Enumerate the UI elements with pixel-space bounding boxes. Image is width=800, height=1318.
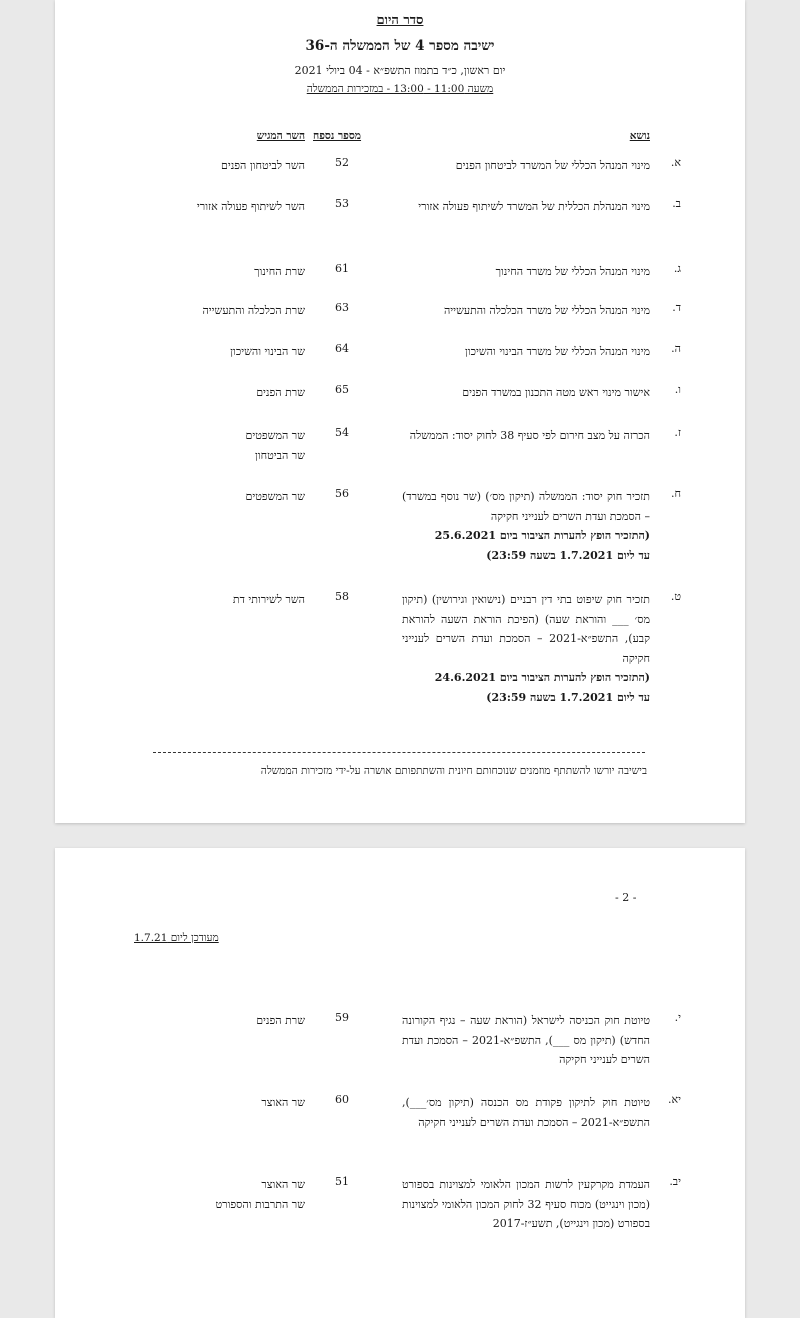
item-appendix-number: 59 [335, 1011, 349, 1024]
updated-date: מעודכן ליום 1.7.21 [134, 932, 219, 944]
item-subject [402, 1093, 650, 1132]
item-subject-text: טיוטת חוק לתיקון פקודת מס הכנסה (תיקון מס׳___), התשפ״א-2021 – הסמכת ועדת השרים לענייני חקיקה [402, 1096, 650, 1129]
minister-name: שרת הפנים [256, 386, 305, 399]
minister-name: שר הביטחון [255, 448, 305, 462]
meeting-subtitle: ישיבה מספר 4 של הממשלה ה-36 [305, 38, 495, 54]
item-letter: ג. [673, 262, 681, 275]
item-letter: ה. [671, 342, 681, 355]
item-minister [105, 590, 305, 610]
item-minister [105, 197, 305, 217]
item-subject-text: מינוי המנהל הכללי של המשרד לביטחון הפנים [455, 159, 650, 172]
item-letter: ו. [674, 383, 681, 396]
item-minister [105, 1175, 305, 1214]
item-minister [105, 383, 305, 403]
item-subject [402, 426, 650, 446]
minister-name: שרת הכלכלה והתעשייה [202, 304, 305, 317]
item-minister [105, 487, 305, 507]
divider [153, 752, 645, 753]
item-subject-text: העמדת מקרקעין לרשות המכון הלאומי למצוינות בספורט (מכון וינגייט) מכוח סעיף 32 לחוק המכון הלאומי למצוינות בספורט (מכון וינגייט), תשע״ז-2017 [402, 1178, 650, 1230]
item-letter: יב. [669, 1175, 681, 1188]
item-subject [402, 156, 650, 176]
minister-name: שר המשפטים [245, 490, 305, 503]
item-circulation-note: עד ליום 1.7.2021 בשעה 23:59) [486, 690, 650, 704]
item-letter: י. [674, 1011, 681, 1024]
item-letter: ד. [672, 301, 681, 314]
item-subject [402, 1011, 650, 1070]
item-subject [402, 262, 650, 282]
header-number: מספר נספח [313, 130, 362, 142]
meeting-date: יום ראשון, כ״ד בתמוז התשפ״א - 04 ביולי 2021 [294, 64, 506, 77]
item-appendix-number: 54 [335, 426, 349, 439]
item-appendix-number: 60 [335, 1093, 349, 1106]
item-circulation-note: עד ליום 1.7.2021 בשעה 23:59) [486, 548, 650, 562]
item-letter: יא. [668, 1093, 681, 1106]
item-letter: ז. [674, 426, 681, 439]
minister-name: שרת החינוך [254, 265, 305, 278]
item-subject [402, 197, 650, 217]
attendance-note: בישיבה יורשו להשתתף מוזמנים שנוכחותם חיונית והשתתפותם אושרה על-ידי מזכירות הממשלה [260, 765, 647, 777]
minister-name: שר האוצר [261, 1096, 305, 1109]
item-appendix-number: 65 [335, 383, 349, 396]
item-minister [105, 426, 305, 465]
item-appendix-number: 53 [335, 197, 349, 210]
item-subject-text: מינוי המנהלת הכללית של המשרד לשיתוף פעולה אזורי [418, 200, 650, 213]
item-letter: ט. [670, 590, 681, 603]
item-minister [105, 1093, 305, 1113]
item-subject [402, 301, 650, 321]
item-subject [402, 590, 650, 707]
item-minister [105, 342, 305, 362]
item-circulation-note: (התזכיר הופץ להערות הציבור ביום 24.6.2021 [434, 671, 650, 684]
item-subject-text: תזכיר חוק שיפוט בתי דין רבניים (נישואין וגירושין) (תיקון מס׳ ___ והוראת שעה) (הפיכת הוראת השעה להוראת קבע), התשפ״א-2021 – הסמכת ועדת השרים לענייני חקיקה [402, 593, 650, 665]
item-appendix-number: 58 [335, 590, 349, 603]
agenda-title: סדר היום [376, 13, 424, 28]
item-minister [105, 156, 305, 176]
item-subject-text: תזכיר חוק יסוד: הממשלה (תיקון מס׳) (שר נוסף במשרד) – הסמכת ועדת השרים לענייני חקיקה [402, 490, 650, 523]
item-subject [402, 487, 650, 565]
minister-name: השר לביטחון הפנים [220, 159, 305, 172]
item-minister [105, 262, 305, 282]
minister-name: שר התרבות והספורט [215, 1197, 305, 1211]
item-subject [402, 1175, 650, 1234]
item-appendix-number: 52 [335, 156, 349, 169]
item-subject-text: מינוי המנהל הכללי של משרד הבינוי והשיכון [465, 345, 650, 358]
item-letter: ב. [672, 197, 681, 210]
minister-name: שרת הפנים [256, 1014, 305, 1027]
item-appendix-number: 61 [335, 262, 349, 275]
minister-name: השר לשיתוף פעולה אזורי [196, 200, 305, 213]
item-subject-text: הכרזה על מצב חירום לפי סעיף 38 לחוק יסוד: הממשלה [409, 429, 650, 442]
minister-name: השר לשירותי דת [232, 593, 305, 606]
agenda-page-2 [55, 848, 745, 1318]
page-number: - 2 - [615, 891, 637, 904]
item-minister [105, 1011, 305, 1031]
item-subject [402, 383, 650, 403]
item-letter: א. [670, 156, 681, 169]
item-subject-text: מינוי המנהל הכללי של משרד החינוך [495, 265, 650, 278]
item-appendix-number: 64 [335, 342, 349, 355]
item-subject-text: טיוטת חוק הכניסה לישראל (הוראת שעה – נגיף הקורונה החדש) (תיקון מס ___), התשפ״א-2021 – הסמכת ועדת השרים לענייני חקיקה [402, 1014, 650, 1066]
minister-name: שר המשפטים [245, 429, 305, 442]
item-subject [402, 342, 650, 362]
minister-name: שר הבינוי והשיכון [230, 345, 305, 358]
item-circulation-note: (התזכיר הופץ להערות הציבור ביום 25.6.2021 [434, 529, 650, 542]
header-minister: השר המגיש [256, 130, 305, 142]
item-subject-text: מינוי המנהל הכללי של משרד הכלכלה והתעשייה [443, 304, 650, 317]
agenda-page-1 [55, 0, 745, 823]
item-appendix-number: 63 [335, 301, 349, 314]
minister-name: שר האוצר [261, 1178, 305, 1191]
item-appendix-number: 56 [335, 487, 349, 500]
header-subject: נושא [629, 130, 650, 142]
meeting-time: משעה 11:00 - 13:00 - במזכירות הממשלה [306, 83, 494, 95]
item-subject-text: אישור מינוי ראש מטה התכנון במשרד הפנים [462, 386, 650, 399]
item-appendix-number: 51 [335, 1175, 349, 1188]
item-letter: ח. [670, 487, 681, 500]
item-minister [105, 301, 305, 321]
